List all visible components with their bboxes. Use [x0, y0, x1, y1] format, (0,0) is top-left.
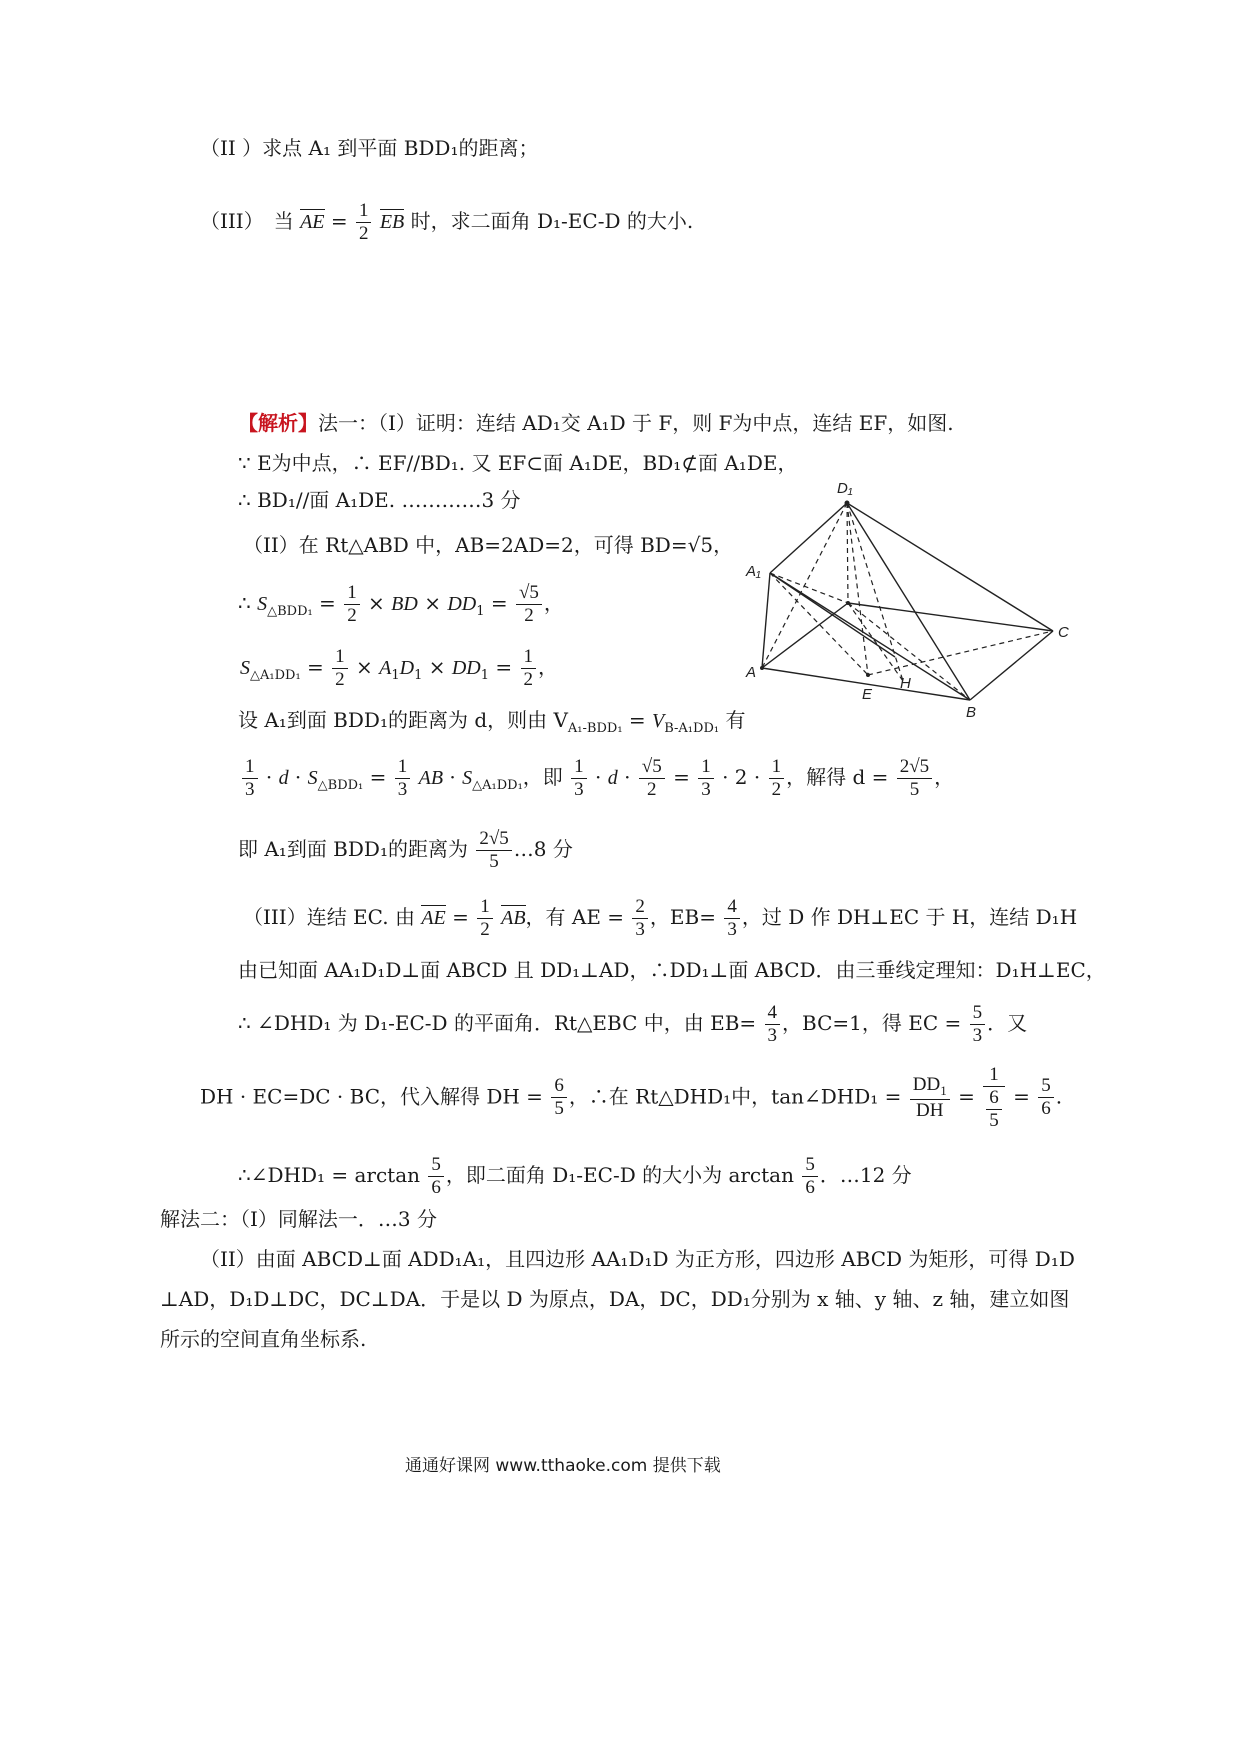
- method2-line-4: 所示的空间直角坐标系.: [160, 1327, 367, 1351]
- solution-line-6: $S_{\triangle A_1DD_1}$ = $\frac{1}{2}$ × $A_1D_1 \times DD_1$ = $\frac{1}{2}$ ，: [240, 646, 558, 690]
- solution-line-4: （II）在 Rt△ABD 中，AB=2AD=2，可得 BD=√5，: [243, 533, 734, 557]
- analysis-tag: 【解析】: [238, 411, 318, 435]
- footer-text: 通通好课网 www.tthaoke.com 提供下载: [405, 1456, 721, 1476]
- solution-line-12: ∴ ∠DHD₁ 为 D₁-EC-D 的平面角．Rt△EBC 中，由 EB= $\frac{4}{3}$ ，BC=1，得 EC = $\frac{5}{3}$ ．又: [238, 1002, 1028, 1046]
- label-c: C: [1058, 624, 1069, 641]
- problem-part2: （II ）求点 A₁ 到平面 BDD₁的距离；: [200, 136, 539, 160]
- solution-line-5: ∴ $S_{\triangle BDD_1}$ = $\frac{1}{2}$ × BD × $DD_1$ = $\frac{√5}{2}$ ，: [238, 582, 564, 626]
- method2-line-3: ⊥AD，D₁D⊥DC，DC⊥DA．于是以 D 为原点，DA，DC，DD₁分别为 x 轴、y 轴、z 轴，建立如图: [160, 1287, 1070, 1311]
- solution-line-9: 即 A₁到面 BDD₁的距离为 $\frac{2√5}{5}$ …8 分: [238, 828, 573, 872]
- label-d1: D₁: [837, 480, 853, 497]
- solution-line-7: 设 A₁到面 BDD₁的距离为 d，则由 $V_{A_1-BDD_1} = V_{B-A_1DD_1}$ 有: [238, 708, 746, 736]
- solution-line-3: ∴ BD₁//面 A₁DE. …………3 分: [238, 488, 521, 512]
- solution-line-8: $\frac{1}{3}$ · $d \cdot S_{\triangle BDD_1}$ = $\frac{1}{3}$ AB · $S_{\triangle A_1DD_1}$，即 $\frac{1}{3}$ · d · $\frac{√5}{2}$ = $\frac{1}{3}$ · 2 · $\frac{1}{2}$ ，解得 d = $\frac{2√5}{5}$ ，: [240, 756, 954, 801]
- label-h: H: [900, 675, 911, 692]
- solution-line-2: ∵ E为中点，∴ EF//BD₁. 又 EF⊂面 A₁DE，BD₁⊄面 A₁DE，: [238, 451, 798, 475]
- label-a: A: [746, 664, 757, 681]
- method2-line-1: 解法二：（I）同解法一．…3 分: [160, 1207, 437, 1231]
- problem-part3: （III） 当 AE = $\frac{1}{2}$ EB 时，求二面角 D₁-EC-D 的大小.: [200, 200, 694, 244]
- method2-line-2: （II）由面 ABCD⊥面 ADD₁A₁，且四边形 AA₁D₁D 为正方形，四边形 ABCD 为矩形，可得 D₁D: [200, 1247, 1075, 1271]
- solution-line-11: 由已知面 AA₁D₁D⊥面 ABCD 且 DD₁⊥AD，∴DD₁⊥面 ABCD．由三垂线定理知：D₁H⊥EC，: [238, 958, 1106, 982]
- solution-line-14: ∴∠DHD₁ = arctan $\frac{5}{6}$ ，即二面角 D₁-EC-D 的大小为 arctan $\frac{5}{6}$ ．…12 分: [238, 1154, 912, 1198]
- label-e: E: [862, 686, 873, 703]
- solution-line-13: DH · EC=DC · BC，代入解得 DH = $\frac{6}{5}$ ，∴在 Rt△DHD₁中，tan∠DHD₁ = $\frac{DD_1}{DH}$ = $\frac{1}{\frac{6}{5}}$ = $\frac{5}{6}$ .: [200, 1064, 1063, 1131]
- label-a1: A₁: [746, 563, 761, 580]
- solution-header: 【解析】法一：（I）证明：连结 AD₁交 A₁D 于 F，则 F为中点，连结 EF，如图.: [238, 411, 954, 435]
- geometry-figure: [740, 475, 1080, 725]
- label-b: B: [966, 704, 977, 721]
- solution-line-10: （III）连结 EC. 由 AE = $\frac{1}{2}$ AB，有 AE = $\frac{2}{3}$ ，EB= $\frac{4}{3}$ ，过 D 作 DH⊥EC 于 H，连结 D₁H: [243, 896, 1078, 940]
